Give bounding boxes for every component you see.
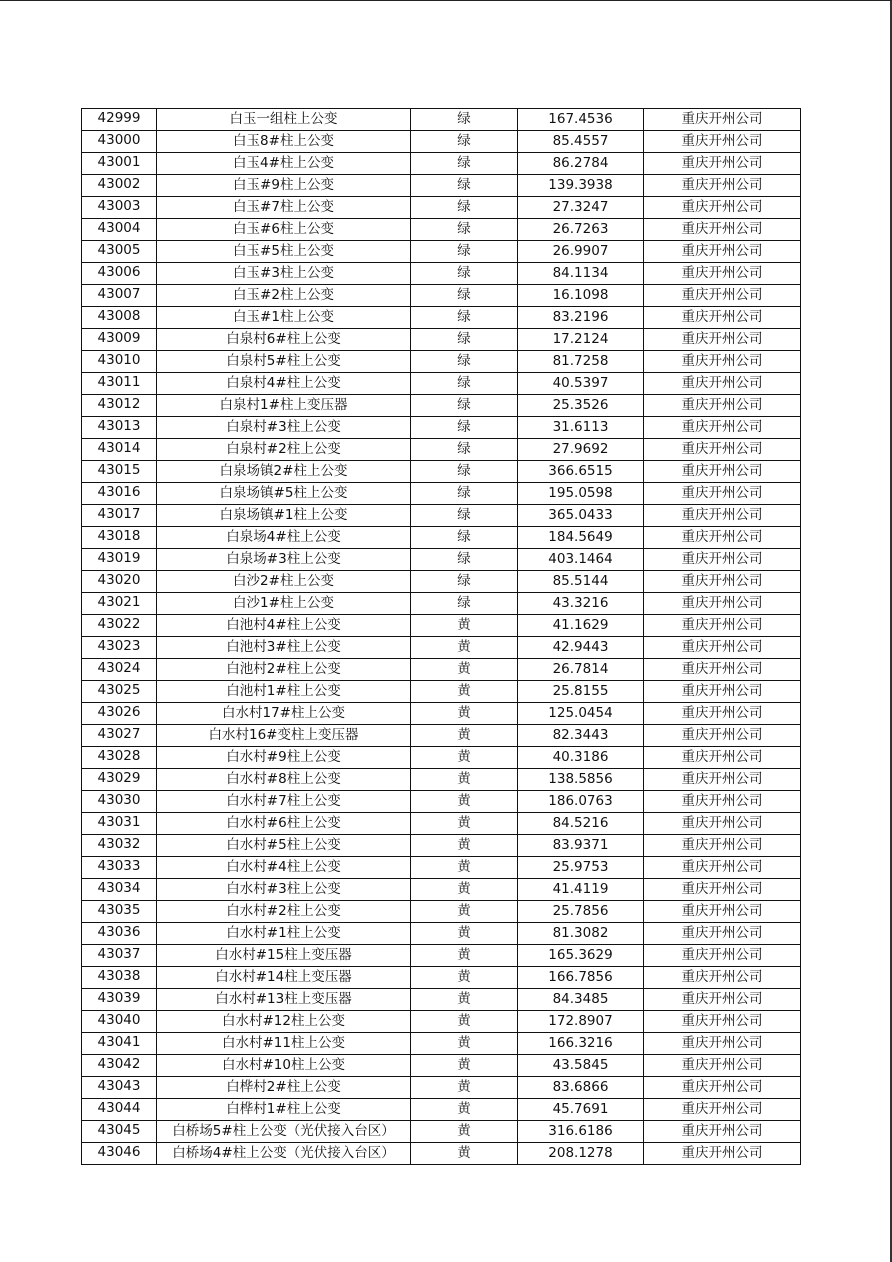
cell-color: 绿 (411, 549, 518, 571)
cell-id: 43035 (82, 901, 157, 923)
cell-name: 白水村#15柱上变压器 (157, 945, 411, 967)
cell-value: 165.3629 (518, 945, 644, 967)
cell-color: 绿 (411, 197, 518, 219)
cell-company: 重庆开州公司 (644, 109, 801, 131)
cell-name: 白泉场镇#1柱上公变 (157, 505, 411, 527)
table-row (82, 637, 801, 659)
table-row (82, 131, 801, 153)
cell-id: 43005 (82, 241, 157, 263)
cell-id: 43016 (82, 483, 157, 505)
cell-company: 重庆开州公司 (644, 263, 801, 285)
table-body (82, 109, 801, 1165)
cell-color: 绿 (411, 131, 518, 153)
cell-color: 黄 (411, 681, 518, 703)
cell-company: 重庆开州公司 (644, 483, 801, 505)
cell-value: 184.5649 (518, 527, 644, 549)
table-row (82, 791, 801, 813)
cell-value: 31.6113 (518, 417, 644, 439)
table-row (82, 439, 801, 461)
cell-name: 白泉场4#柱上公变 (157, 527, 411, 549)
cell-value: 139.3938 (518, 175, 644, 197)
table-row (82, 813, 801, 835)
table-row (82, 527, 801, 549)
cell-company: 重庆开州公司 (644, 901, 801, 923)
cell-color: 黄 (411, 901, 518, 923)
cell-value: 41.1629 (518, 615, 644, 637)
table-row (82, 703, 801, 725)
cell-color: 绿 (411, 483, 518, 505)
cell-name: 白池村3#柱上公变 (157, 637, 411, 659)
table-row (82, 153, 801, 175)
cell-id: 42999 (82, 109, 157, 131)
cell-company: 重庆开州公司 (644, 791, 801, 813)
cell-value: 316.6186 (518, 1121, 644, 1143)
cell-id: 43008 (82, 307, 157, 329)
cell-value: 83.2196 (518, 307, 644, 329)
cell-value: 45.7691 (518, 1099, 644, 1121)
cell-color: 绿 (411, 109, 518, 131)
cell-id: 43036 (82, 923, 157, 945)
cell-id: 43039 (82, 989, 157, 1011)
cell-id: 43045 (82, 1121, 157, 1143)
cell-id: 43022 (82, 615, 157, 637)
table-row (82, 747, 801, 769)
cell-name: 白泉村#2柱上公变 (157, 439, 411, 461)
cell-id: 43019 (82, 549, 157, 571)
cell-color: 绿 (411, 461, 518, 483)
table-row (82, 395, 801, 417)
cell-value: 208.1278 (518, 1143, 644, 1165)
cell-name: 白水村#8柱上公变 (157, 769, 411, 791)
table-row (82, 1077, 801, 1099)
transformer-table (81, 108, 801, 1165)
cell-name: 白玉4#柱上公变 (157, 153, 411, 175)
cell-company: 重庆开州公司 (644, 813, 801, 835)
table-row (82, 351, 801, 373)
cell-company: 重庆开州公司 (644, 1055, 801, 1077)
cell-name: 白水村#6柱上公变 (157, 813, 411, 835)
cell-color: 黄 (411, 835, 518, 857)
cell-name: 白桦村2#柱上公变 (157, 1077, 411, 1099)
cell-value: 172.8907 (518, 1011, 644, 1033)
cell-company: 重庆开州公司 (644, 1099, 801, 1121)
cell-company: 重庆开州公司 (644, 1033, 801, 1055)
cell-value: 85.4557 (518, 131, 644, 153)
cell-company: 重庆开州公司 (644, 923, 801, 945)
cell-value: 26.7263 (518, 219, 644, 241)
cell-name: 白玉#6柱上公变 (157, 219, 411, 241)
cell-company: 重庆开州公司 (644, 219, 801, 241)
table-row (82, 1033, 801, 1055)
cell-id: 43023 (82, 637, 157, 659)
cell-color: 黄 (411, 1143, 518, 1165)
cell-id: 43003 (82, 197, 157, 219)
cell-color: 黄 (411, 967, 518, 989)
cell-name: 白泉场镇#5柱上公变 (157, 483, 411, 505)
cell-id: 43000 (82, 131, 157, 153)
cell-id: 43027 (82, 725, 157, 747)
cell-id: 43013 (82, 417, 157, 439)
cell-color: 黄 (411, 703, 518, 725)
cell-company: 重庆开州公司 (644, 659, 801, 681)
cell-color: 黄 (411, 1099, 518, 1121)
cell-company: 重庆开州公司 (644, 835, 801, 857)
cell-company: 重庆开州公司 (644, 417, 801, 439)
cell-color: 绿 (411, 285, 518, 307)
cell-name: 白水村#11柱上公变 (157, 1033, 411, 1055)
cell-company: 重庆开州公司 (644, 725, 801, 747)
cell-color: 黄 (411, 813, 518, 835)
cell-name: 白玉#3柱上公变 (157, 263, 411, 285)
cell-value: 84.3485 (518, 989, 644, 1011)
cell-company: 重庆开州公司 (644, 461, 801, 483)
cell-id: 43021 (82, 593, 157, 615)
cell-id: 43040 (82, 1011, 157, 1033)
cell-id: 43029 (82, 769, 157, 791)
cell-color: 黄 (411, 945, 518, 967)
cell-value: 195.0598 (518, 483, 644, 505)
cell-name: 白泉村#3柱上公变 (157, 417, 411, 439)
cell-company: 重庆开州公司 (644, 989, 801, 1011)
table-row (82, 505, 801, 527)
cell-value: 186.0763 (518, 791, 644, 813)
cell-id: 43037 (82, 945, 157, 967)
cell-value: 85.5144 (518, 571, 644, 593)
cell-company: 重庆开州公司 (644, 1121, 801, 1143)
table-row (82, 659, 801, 681)
cell-name: 白池村1#柱上公变 (157, 681, 411, 703)
cell-color: 绿 (411, 571, 518, 593)
cell-value: 16.1098 (518, 285, 644, 307)
cell-value: 83.9371 (518, 835, 644, 857)
table-row (82, 329, 801, 351)
cell-name: 白水村#5柱上公变 (157, 835, 411, 857)
cell-value: 25.3526 (518, 395, 644, 417)
cell-id: 43038 (82, 967, 157, 989)
cell-value: 138.5856 (518, 769, 644, 791)
cell-company: 重庆开州公司 (644, 681, 801, 703)
table-row (82, 769, 801, 791)
table-row (82, 417, 801, 439)
cell-id: 43007 (82, 285, 157, 307)
cell-company: 重庆开州公司 (644, 505, 801, 527)
cell-id: 43028 (82, 747, 157, 769)
cell-color: 绿 (411, 175, 518, 197)
cell-company: 重庆开州公司 (644, 747, 801, 769)
cell-company: 重庆开州公司 (644, 593, 801, 615)
cell-value: 25.8155 (518, 681, 644, 703)
cell-company: 重庆开州公司 (644, 945, 801, 967)
table-row (82, 967, 801, 989)
cell-color: 绿 (411, 219, 518, 241)
table-row (82, 725, 801, 747)
table-row (82, 615, 801, 637)
cell-value: 40.5397 (518, 373, 644, 395)
cell-value: 25.9753 (518, 857, 644, 879)
cell-color: 绿 (411, 351, 518, 373)
cell-company: 重庆开州公司 (644, 285, 801, 307)
table-row (82, 307, 801, 329)
cell-name: 白水村#13柱上变压器 (157, 989, 411, 1011)
cell-company: 重庆开州公司 (644, 1011, 801, 1033)
cell-company: 重庆开州公司 (644, 153, 801, 175)
cell-value: 42.9443 (518, 637, 644, 659)
cell-company: 重庆开州公司 (644, 197, 801, 219)
cell-name: 白桦村1#柱上公变 (157, 1099, 411, 1121)
cell-value: 84.5216 (518, 813, 644, 835)
table-row (82, 571, 801, 593)
cell-id: 43042 (82, 1055, 157, 1077)
cell-color: 绿 (411, 395, 518, 417)
cell-color: 绿 (411, 373, 518, 395)
cell-name: 白池村4#柱上公变 (157, 615, 411, 637)
cell-name: 白水村#7柱上公变 (157, 791, 411, 813)
cell-id: 43010 (82, 351, 157, 373)
cell-name: 白泉村6#柱上公变 (157, 329, 411, 351)
cell-id: 43004 (82, 219, 157, 241)
cell-company: 重庆开州公司 (644, 395, 801, 417)
cell-company: 重庆开州公司 (644, 1077, 801, 1099)
cell-value: 26.7814 (518, 659, 644, 681)
cell-value: 125.0454 (518, 703, 644, 725)
cell-value: 27.9692 (518, 439, 644, 461)
cell-value: 83.6866 (518, 1077, 644, 1099)
cell-value: 82.3443 (518, 725, 644, 747)
cell-company: 重庆开州公司 (644, 131, 801, 153)
cell-color: 绿 (411, 417, 518, 439)
cell-id: 43030 (82, 791, 157, 813)
cell-company: 重庆开州公司 (644, 1143, 801, 1165)
cell-value: 43.3216 (518, 593, 644, 615)
cell-value: 84.1134 (518, 263, 644, 285)
table-row (82, 1011, 801, 1033)
cell-value: 81.3082 (518, 923, 644, 945)
cell-id: 43012 (82, 395, 157, 417)
cell-name: 白泉村4#柱上公变 (157, 373, 411, 395)
cell-id: 43014 (82, 439, 157, 461)
cell-color: 黄 (411, 1033, 518, 1055)
cell-name: 白沙2#柱上公变 (157, 571, 411, 593)
table-row (82, 1055, 801, 1077)
table-row (82, 263, 801, 285)
cell-company: 重庆开州公司 (644, 307, 801, 329)
cell-company: 重庆开州公司 (644, 329, 801, 351)
cell-id: 43006 (82, 263, 157, 285)
cell-color: 黄 (411, 637, 518, 659)
cell-name: 白泉场#3柱上公变 (157, 549, 411, 571)
cell-color: 黄 (411, 1055, 518, 1077)
cell-name: 白玉#5柱上公变 (157, 241, 411, 263)
cell-company: 重庆开州公司 (644, 439, 801, 461)
cell-company: 重庆开州公司 (644, 769, 801, 791)
cell-value: 43.5845 (518, 1055, 644, 1077)
cell-value: 40.3186 (518, 747, 644, 769)
cell-id: 43043 (82, 1077, 157, 1099)
table-row (82, 857, 801, 879)
cell-name: 白水村#4柱上公变 (157, 857, 411, 879)
cell-name: 白水村#12柱上公变 (157, 1011, 411, 1033)
table-row (82, 593, 801, 615)
cell-id: 43020 (82, 571, 157, 593)
table-row (82, 1143, 801, 1165)
cell-id: 43015 (82, 461, 157, 483)
cell-id: 43031 (82, 813, 157, 835)
table-row (82, 483, 801, 505)
cell-color: 绿 (411, 593, 518, 615)
table-row (82, 197, 801, 219)
table-row (82, 835, 801, 857)
cell-value: 25.7856 (518, 901, 644, 923)
cell-id: 43011 (82, 373, 157, 395)
table-row (82, 241, 801, 263)
table-row (82, 989, 801, 1011)
cell-color: 绿 (411, 329, 518, 351)
cell-id: 43044 (82, 1099, 157, 1121)
cell-name: 白水村#9柱上公变 (157, 747, 411, 769)
cell-name: 白玉一组柱上公变 (157, 109, 411, 131)
cell-id: 43024 (82, 659, 157, 681)
cell-color: 绿 (411, 527, 518, 549)
cell-value: 17.2124 (518, 329, 644, 351)
cell-color: 绿 (411, 263, 518, 285)
cell-value: 41.4119 (518, 879, 644, 901)
cell-name: 白水村#2柱上公变 (157, 901, 411, 923)
table-row (82, 285, 801, 307)
cell-color: 黄 (411, 989, 518, 1011)
cell-id: 43033 (82, 857, 157, 879)
cell-value: 366.6515 (518, 461, 644, 483)
cell-name: 白玉8#柱上公变 (157, 131, 411, 153)
cell-color: 绿 (411, 439, 518, 461)
cell-name: 白玉#2柱上公变 (157, 285, 411, 307)
cell-id: 43041 (82, 1033, 157, 1055)
cell-color: 黄 (411, 791, 518, 813)
cell-id: 43017 (82, 505, 157, 527)
cell-color: 绿 (411, 307, 518, 329)
cell-company: 重庆开州公司 (644, 527, 801, 549)
cell-value: 86.2784 (518, 153, 644, 175)
table-row (82, 219, 801, 241)
cell-name: 白玉#7柱上公变 (157, 197, 411, 219)
cell-company: 重庆开州公司 (644, 967, 801, 989)
cell-name: 白泉村5#柱上公变 (157, 351, 411, 373)
cell-value: 26.9907 (518, 241, 644, 263)
cell-id: 43009 (82, 329, 157, 351)
cell-color: 黄 (411, 747, 518, 769)
cell-company: 重庆开州公司 (644, 241, 801, 263)
table-row (82, 461, 801, 483)
cell-color: 黄 (411, 879, 518, 901)
cell-id: 43002 (82, 175, 157, 197)
cell-value: 81.7258 (518, 351, 644, 373)
table-row (82, 1099, 801, 1121)
cell-company: 重庆开州公司 (644, 879, 801, 901)
cell-name: 白玉#9柱上公变 (157, 175, 411, 197)
cell-company: 重庆开州公司 (644, 373, 801, 395)
cell-value: 403.1464 (518, 549, 644, 571)
table-row (82, 175, 801, 197)
cell-color: 黄 (411, 857, 518, 879)
table-row (82, 923, 801, 945)
cell-name: 白泉村1#柱上变压器 (157, 395, 411, 417)
cell-color: 黄 (411, 923, 518, 945)
cell-color: 绿 (411, 241, 518, 263)
table-row (82, 373, 801, 395)
table-row (82, 945, 801, 967)
cell-id: 43025 (82, 681, 157, 703)
cell-id: 43034 (82, 879, 157, 901)
cell-value: 167.4536 (518, 109, 644, 131)
cell-id: 43026 (82, 703, 157, 725)
table-row (82, 879, 801, 901)
cell-value: 27.3247 (518, 197, 644, 219)
cell-company: 重庆开州公司 (644, 175, 801, 197)
cell-name: 白泉场镇2#柱上公变 (157, 461, 411, 483)
cell-color: 黄 (411, 1011, 518, 1033)
cell-company: 重庆开州公司 (644, 637, 801, 659)
cell-name: 白玉#1柱上公变 (157, 307, 411, 329)
cell-color: 绿 (411, 153, 518, 175)
cell-color: 黄 (411, 1077, 518, 1099)
cell-name: 白桥场4#柱上公变（光伏接入台区） (157, 1143, 411, 1165)
table-row (82, 681, 801, 703)
cell-name: 白水村#14柱上变压器 (157, 967, 411, 989)
cell-color: 黄 (411, 769, 518, 791)
cell-id: 43018 (82, 527, 157, 549)
cell-value: 166.7856 (518, 967, 644, 989)
cell-name: 白水村16#变柱上变压器 (157, 725, 411, 747)
cell-name: 白水村#1柱上公变 (157, 923, 411, 945)
cell-color: 绿 (411, 505, 518, 527)
cell-id: 43001 (82, 153, 157, 175)
table-row (82, 549, 801, 571)
cell-color: 黄 (411, 1121, 518, 1143)
cell-color: 黄 (411, 615, 518, 637)
cell-name: 白池村2#柱上公变 (157, 659, 411, 681)
cell-name: 白水村17#柱上公变 (157, 703, 411, 725)
cell-company: 重庆开州公司 (644, 571, 801, 593)
cell-company: 重庆开州公司 (644, 703, 801, 725)
cell-name: 白水村#10柱上公变 (157, 1055, 411, 1077)
cell-id: 43046 (82, 1143, 157, 1165)
cell-value: 166.3216 (518, 1033, 644, 1055)
cell-value: 365.0433 (518, 505, 644, 527)
cell-name: 白沙1#柱上公变 (157, 593, 411, 615)
cell-name: 白水村#3柱上公变 (157, 879, 411, 901)
cell-company: 重庆开州公司 (644, 857, 801, 879)
table-row (82, 1121, 801, 1143)
table-row (82, 901, 801, 923)
cell-color: 黄 (411, 725, 518, 747)
table-row (82, 109, 801, 131)
cell-color: 黄 (411, 659, 518, 681)
cell-id: 43032 (82, 835, 157, 857)
cell-name: 白桥场5#柱上公变（光伏接入台区） (157, 1121, 411, 1143)
cell-company: 重庆开州公司 (644, 351, 801, 373)
cell-company: 重庆开州公司 (644, 615, 801, 637)
cell-company: 重庆开州公司 (644, 549, 801, 571)
